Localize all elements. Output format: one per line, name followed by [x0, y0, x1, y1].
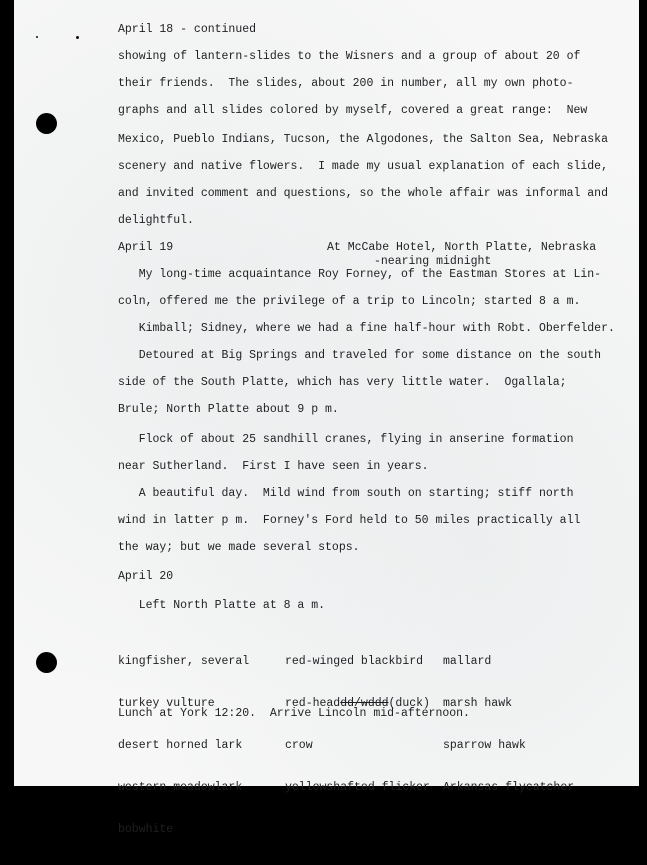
- body-line: side of the South Platte, which has very little water. Ogallala;: [118, 376, 567, 389]
- bird-item: yellowshafted flicker: [285, 781, 430, 794]
- bird-item: kingfisher, several: [118, 655, 250, 668]
- bird-item: crow: [285, 739, 313, 752]
- bird-item-red-head: red-headdd/wddd(duck): [285, 697, 430, 710]
- typewritten-page: [14, 0, 639, 836]
- body-line: coln, offered me the privilege of a trip to Lincoln; started 8 a m.: [118, 295, 581, 308]
- bird-item: red-winged blackbird: [285, 655, 424, 668]
- body-line: near Sutherland. First I have seen in years.: [118, 460, 429, 473]
- body-line: Mexico, Pueblo Indians, Tucson, the Algodones, the Salton Sea, Nebraska: [118, 133, 608, 146]
- bird-item: turkey vulture: [118, 697, 215, 710]
- bird-item: western meadowlark: [118, 781, 243, 794]
- bird-item: desert horned lark: [118, 739, 243, 752]
- bird-item: marsh hawk: [443, 697, 513, 710]
- bird-list-col3: [443, 627, 574, 823]
- closing-line: Lunch at York 12:20. Arrive Lincoln mid-afternoon.: [118, 707, 470, 720]
- page-header: April 18 - continued: [118, 23, 257, 36]
- bird-item: bobwhite: [118, 823, 174, 836]
- speck-mark: [36, 36, 38, 38]
- entry-date: April 19: [118, 241, 174, 254]
- punch-hole-top: [36, 113, 57, 134]
- body-line: My long-time acquaintance Roy Forney, of the Eastman Stores at Lin-: [118, 268, 602, 281]
- bird-list-col2: [285, 627, 430, 823]
- entry-location: At McCabe Hotel, North Platte, Nebraska: [327, 241, 597, 254]
- body-line: and invited comment and questions, so the whole affair was informal and: [118, 187, 608, 200]
- body-line: delightful.: [118, 214, 194, 227]
- struck-out-text: dd/wddd: [340, 697, 389, 710]
- bird-item: sparrow hawk: [443, 739, 526, 752]
- bird-item: Arkansas flycatcher: [443, 781, 575, 794]
- body-line: Kimball; Sidney, where we had a fine half-hour with Robt. Oberfelder.: [118, 322, 615, 335]
- body-line: Left North Platte at 8 a m.: [118, 599, 326, 612]
- body-line: the way; but we made several stops.: [118, 541, 360, 554]
- bird-list-col1: [118, 627, 249, 865]
- body-line: Brule; North Platte about 9 p m.: [118, 403, 339, 416]
- body-line: A beautiful day. Mild wind from south on starting; stiff north: [118, 487, 574, 500]
- body-line: Detoured at Big Springs and traveled for some distance on the south: [118, 349, 602, 362]
- entry-date: April 20: [118, 570, 174, 583]
- body-line: their friends. The slides, about 200 in number, all my own photo-: [118, 77, 574, 90]
- body-line: scenery and native flowers. I made my usual explanation of each slide,: [118, 160, 608, 173]
- entry-time-note: -nearing midnight: [374, 255, 492, 268]
- bird-item: mallard: [443, 655, 492, 668]
- body-line: showing of lantern-slides to the Wisners and a group of about 20 of: [118, 50, 581, 63]
- speck-mark: [76, 36, 79, 39]
- body-line: graphs and all slides colored by myself, covered a great range: New: [118, 104, 588, 117]
- body-line: Flock of about 25 sandhill cranes, flying in anserine formation: [118, 433, 574, 446]
- body-line: wind in latter p m. Forney's Ford held to 50 miles practically all: [118, 514, 581, 527]
- punch-hole-bottom: [36, 652, 57, 673]
